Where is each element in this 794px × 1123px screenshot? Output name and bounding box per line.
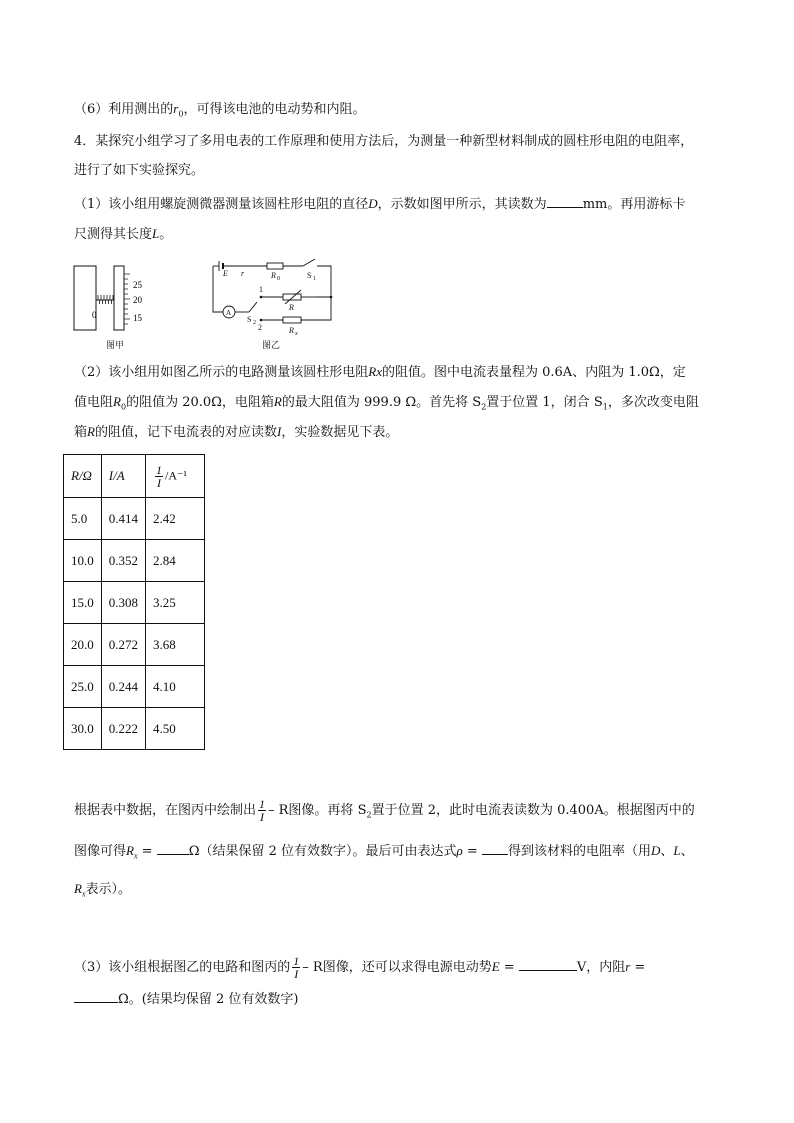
rx-symbol-2: R <box>126 843 134 858</box>
cell-r: 5.0 <box>64 498 102 540</box>
rx-symbol-3: R <box>74 881 82 896</box>
cell-r: 10.0 <box>64 540 102 582</box>
inverse-i-fraction: $\frac{1}{I}$ <box>259 797 266 824</box>
length-symbol: L <box>152 226 160 241</box>
part3-text-a: （3）该小组根据图乙的电路和图丙的 <box>74 960 291 975</box>
after-table-line1 <box>74 798 695 825</box>
q4-line2: 进行了如下实验探究。 <box>74 163 205 178</box>
wire-right <box>317 266 331 297</box>
header-inverse-i: $\frac{1}{I}$ /A⁻¹ <box>146 455 205 498</box>
wire-branch2-right <box>301 297 331 320</box>
part3-line2 <box>74 990 298 1009</box>
i-symbol-text: I <box>276 424 282 439</box>
cell-inv: 3.68 <box>146 624 205 666</box>
zero-label: 0 <box>92 310 97 320</box>
label-S1-sub: 1 <box>313 276 316 282</box>
rx-sub-2: x <box>133 851 138 861</box>
label-S1: S <box>307 271 312 280</box>
r0-symbol-text: R <box>113 394 121 409</box>
part1-line1 <box>74 195 685 214</box>
tick-label-25: 25 <box>133 280 142 290</box>
part6-text: （6）利用测出的 <box>74 102 174 117</box>
caption-yi: 图乙 <box>262 341 281 351</box>
part6-rest: ，可得该电池的电动势和内阻。 <box>183 102 366 117</box>
caption-jia: 图甲 <box>106 341 125 351</box>
part2-text-j: ，实验数据见下表。 <box>281 425 399 440</box>
terminal-2 <box>260 319 263 322</box>
after-text-b: – R图像。再将 S <box>268 803 367 818</box>
tick-label-20: 20 <box>133 295 142 305</box>
cell-inv: 3.25 <box>146 582 205 624</box>
diameter-symbol: D <box>368 196 378 211</box>
answer-blank-rx[interactable] <box>157 842 189 855</box>
part3-text-b: – R图像，还可以求得电源电动势 <box>302 960 492 975</box>
rx-text-rest: 表示）。 <box>85 882 132 897</box>
rho-symbol: ρ <box>456 843 463 858</box>
r0-symbol: r <box>173 101 179 116</box>
header-fraction: $\frac{1}{I}$ <box>156 462 162 490</box>
part1-text-c: 尺测得其长度 <box>74 227 153 242</box>
table-header-row <box>64 455 205 498</box>
r0-subscript: 0 <box>178 109 184 119</box>
cell-inv: 2.42 <box>146 498 205 540</box>
inverse-i-fraction-2: $\frac{1}{I}$ <box>293 954 300 981</box>
part1-unit: mm。再用游标卡 <box>582 197 686 212</box>
label-E: E <box>223 269 228 278</box>
l-symbol-2: L <box>673 843 681 858</box>
part1-text-a: （1）该小组用螺旋测微器测量该圆柱形电阻的直径 <box>74 197 369 212</box>
after-text-c: 置于位置 2，此时电流表读数为 0.400A。根据图丙中的 <box>371 803 695 818</box>
part2-line3 <box>74 423 398 442</box>
answer-blank-rho[interactable] <box>482 842 508 855</box>
label-1: 1 <box>259 285 263 294</box>
cell-r: 20.0 <box>64 624 102 666</box>
part3-line1 <box>74 955 645 980</box>
label-R: R <box>289 303 294 312</box>
part3-text-c: V，内阻 <box>576 960 626 975</box>
s2-switch-blade <box>249 302 257 312</box>
terminal-1 <box>260 296 263 299</box>
cell-r: 30.0 <box>64 708 102 750</box>
rx-text-d: 得到该材料的电阻率（用 <box>507 844 651 859</box>
cell-r: 25.0 <box>64 666 102 708</box>
r0-sub-text: 0 <box>120 402 127 412</box>
table-row <box>64 498 205 540</box>
cell-inv: 4.50 <box>146 708 205 750</box>
cell-i: 0.352 <box>101 540 145 582</box>
cell-r: 15.0 <box>64 582 102 624</box>
equals-sign-4: = <box>630 960 646 975</box>
separator-1: 、 <box>660 844 674 859</box>
part2-text-c: 值电阻 <box>74 395 114 410</box>
r-symbol-text: R <box>273 394 282 409</box>
tick-label-15: 15 <box>133 313 142 323</box>
r-internal-symbol: r <box>625 959 631 974</box>
cell-i: 0.414 <box>101 498 145 540</box>
part2-text-a: （2）该小组用如图乙所示的电路测量该圆柱形电阻 <box>74 365 369 380</box>
separator-2: 、 <box>680 844 694 859</box>
label-Rx-sub: x <box>295 331 298 337</box>
label-R0-sub: 0 <box>277 276 280 282</box>
part1-end: 。 <box>159 227 173 242</box>
rx-symbol: Rx <box>368 364 382 379</box>
s2-sub-after: 2 <box>366 810 372 820</box>
part1-line2 <box>74 225 172 244</box>
cell-i: 0.244 <box>101 666 145 708</box>
circuit-figure <box>205 254 340 340</box>
variable-resistor-r <box>283 294 301 300</box>
answer-blank-internal-r[interactable] <box>74 990 118 1003</box>
part2-line1 <box>74 363 686 382</box>
label-A: A <box>226 309 232 317</box>
table-row <box>64 666 205 708</box>
label-2: 2 <box>258 323 262 332</box>
header-i: I/A <box>101 455 145 498</box>
s2-sub-text: 2 <box>481 402 487 412</box>
table-row <box>64 708 205 750</box>
part2-text-h: 箱 <box>74 425 88 440</box>
part2-text-f: 置于位置 1，闭合 S <box>486 395 603 410</box>
label-R0: R <box>271 271 276 280</box>
micrometer-frame <box>74 266 96 330</box>
header-r: R/Ω <box>64 455 102 498</box>
label-Rx: R <box>289 326 294 335</box>
rx-text-a: 图像可得 <box>74 844 127 859</box>
data-table <box>63 454 205 750</box>
cell-i: 0.308 <box>101 582 145 624</box>
rx-resistor <box>283 317 301 323</box>
r0-resistor <box>267 263 283 269</box>
d-symbol-2: D <box>650 843 661 858</box>
equals-sign-2: = <box>462 844 482 859</box>
part2-text-i: 的阻值，记下电流表的对应读数 <box>94 425 277 440</box>
q4-line1: 4．某探究小组学习了多用电表的工作原理和使用方法后，为测量一种新型材料制成的圆柱形电阻的电阻率， <box>74 134 694 149</box>
part2-text-g: ，多次改变电阻 <box>607 395 699 410</box>
part2-text-e: 的最大阻值为 999.9 Ω。首先将 S <box>281 395 482 410</box>
label-S2: S <box>247 315 252 324</box>
e-symbol: E <box>491 959 500 974</box>
thimble <box>114 266 124 330</box>
part3-text-end: Ω。(结果均保留 2 位有效数字) <box>118 992 299 1007</box>
rx-sub-3: x <box>81 889 86 899</box>
cell-i: 0.222 <box>101 708 145 750</box>
table-row <box>64 624 205 666</box>
table-row <box>64 540 205 582</box>
r-symbol-text-2: R <box>87 424 95 439</box>
after-table-line3 <box>74 880 131 904</box>
micrometer-figure <box>70 262 170 334</box>
thimble-ticks <box>124 274 130 324</box>
after-table-line2 <box>74 842 694 866</box>
answer-blank-emf[interactable] <box>519 958 577 971</box>
part2-line2 <box>74 393 699 417</box>
label-r: r <box>241 269 245 278</box>
label-S2-sub: 2 <box>253 320 256 326</box>
part1-text-b: ，示数如图甲所示，其读数为 <box>377 197 547 212</box>
s1-sub-text: 1 <box>602 402 608 412</box>
after-text-a: 根据表中数据，在图丙中绘制出 <box>74 803 257 818</box>
table-row <box>64 582 205 624</box>
rx-text-b: Ω（结果保留 2 位有效数字）。最后可由表达式 <box>188 844 457 859</box>
part2-text-d: 的阻值为 20.0Ω，电阻箱 <box>126 395 274 410</box>
answer-blank-reading[interactable] <box>547 195 583 208</box>
wire-left <box>213 266 223 312</box>
s1-switch-blade <box>303 259 315 266</box>
cell-i: 0.272 <box>101 624 145 666</box>
part2-text-b: 的阻值。图中电流表量程为 0.6A、内阻为 1.0Ω，定 <box>382 365 686 380</box>
junction <box>330 296 333 299</box>
part6-line <box>74 100 365 124</box>
cell-inv: 4.10 <box>146 666 205 708</box>
equals-sign-3: = <box>499 960 519 975</box>
cell-inv: 2.84 <box>146 540 205 582</box>
equals-sign: = <box>137 844 157 859</box>
variable-arrow <box>285 290 301 304</box>
